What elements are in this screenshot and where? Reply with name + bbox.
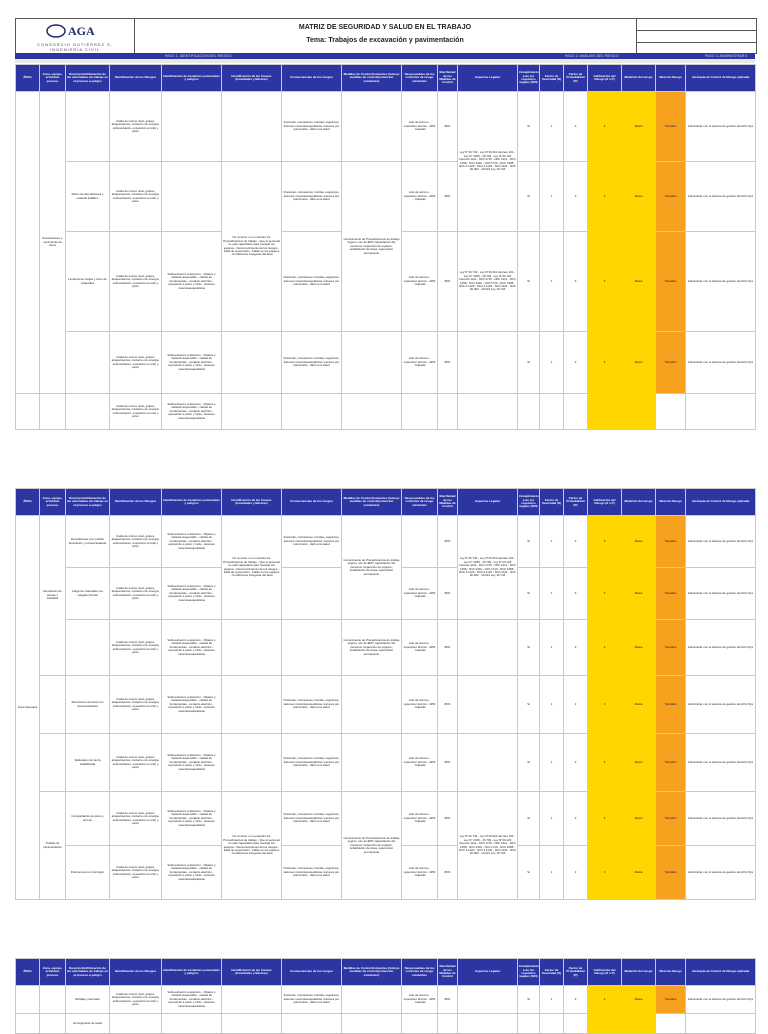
col-header: Factor de Probabilidad (P): [564, 959, 588, 986]
col-header: Descripción/Ubicación de las actividades de trabajo en el proceso a peligro: [66, 959, 110, 986]
incidents-cell: Sobreesfuerzo a deterioro - Objetos y material suspendido - caídas de herramientas - contacto eléctrico - exposición a polvo y ruido - lesiones musculoesqueléticas: [162, 986, 222, 1014]
effectiveness-cell: 80%: [438, 568, 458, 620]
col-header: Medición del riesgo: [622, 65, 656, 92]
control-cell: Administrar con el sistema de gestión del ACU-Sys: [686, 232, 756, 332]
section-step-1: PASO 1: IDENTIFICACIÓN DEL RIESGO: [165, 54, 232, 58]
measures-cell: Conocimiento de Procedimientos de trabajo seguro, uso de EPP, capacitación del personal, inspección de equipos, señalización del área, supervisión permanente: [342, 792, 402, 900]
logo-text-2: INGENIERÍA CIVIL: [49, 47, 100, 52]
legal-cell: [458, 332, 518, 394]
severity-cell: 1: [540, 986, 564, 1014]
col-header: Identificación de las Causas (Inmediatas y Básicas): [222, 959, 282, 986]
col-header: Calificación del Riesgo (S x P): [588, 489, 622, 516]
measures-cell: [342, 394, 402, 430]
causes-cell: [222, 394, 282, 430]
col-header: Descripción/Ubicación de las actividades de trabajo en el proceso a peligro: [66, 65, 110, 92]
header-block: [15, 18, 757, 54]
incidents-cell: Sobreesfuerzo a deterioro - Objetos y material suspendido - caídas de herramientas - contacto eléctrico - exposición a polvo y ruido - lesiones musculoesqueléticas: [162, 394, 222, 430]
col-header: Cumplimiento a de los requisitos legales (S/N): [518, 65, 540, 92]
consequences-cell: [282, 620, 342, 676]
risk-matrix-table-2: [15, 488, 756, 900]
level-cell: Tolerable: [656, 332, 686, 394]
col-header: Zona, equipo, actividad, proceso: [40, 65, 66, 92]
incidents-cell: Sobreesfuerzo a deterioro - Objetos y material suspendido - caídas de herramientas - contacto eléctrico - exposición a polvo y ruido - lesiones musculoesqueléticas: [162, 676, 222, 734]
activity-cell: Carga de materiales con cargador frontal: [66, 568, 110, 620]
table-row: [16, 986, 756, 1014]
incidents-cell: Sobreesfuerzo a deterioro - Objetos y material suspendido - caídas de herramientas - contacto eléctrico - exposición a polvo y ruido - lesiones musculoesqueléticas: [162, 734, 222, 792]
legal-cell: Ley N°16.744 - Ley N°16.010 decreto 101 - Ley N° 2045 - 15.749 - Ley N°20.123 Decreto 1111 - NCh 1719 - NCh 1411 - NCh 1258 - NCh 2301 - NCh 1719 - NCh 2458 - NCh 4.1120 - NCh 4.1104 - NCh 1411 - NCh 20.002 - 10.021 Ley 16.744: [458, 792, 518, 900]
level-cell: Tolerable: [656, 986, 686, 1014]
level-cell: Tolerable: [656, 734, 686, 792]
responsible-cell: Jefe de terreno - supervisor técnico - APR - Capataz: [402, 162, 438, 232]
causes-cell: No conocer o no entender los Procedimientos de trabajo - Que el personal no esté capacitado para manejar los equipos - Desconocimiento de los riesgos - Falta de supervisión - Fallas en los equipos - Condiciones inseguras del área: [222, 162, 282, 332]
score-cell: 3: [588, 986, 622, 1014]
control-cell: Administrar con el sistema de gestión del ACU-Sys: [686, 568, 756, 620]
measures-cell: [342, 734, 402, 792]
risk-matrix-table-3: [15, 958, 756, 1034]
col-header: Jerarquía de Control de Riesgo aplicada: [686, 489, 756, 516]
causes-cell: No conocer o no entender los Procedimientos de trabajo - Que el personal no esté capacitado para manejar los equipos - Desconocimiento de los riesgos - Falta de supervisión - Fallas en los equipos - Condiciones inseguras del área: [222, 516, 282, 620]
effectiveness-cell: 80%: [438, 232, 458, 332]
score-cell: 3: [588, 568, 622, 620]
col-header: ÁREA: [16, 959, 40, 986]
consequences-cell: Fracturas, contusiones, heridas, esguinces, lesiones musculoesqueléticas, lesiones por polvo/ruido - daño a la salud: [282, 332, 342, 394]
level-cell: Tolerable: [656, 92, 686, 162]
score-cell: 3: [588, 332, 622, 394]
section-step-3: PASO 3: ADMINISTRAR E: [705, 54, 748, 58]
score-cell: 3: [588, 232, 622, 332]
measure-cell: Media: [622, 92, 656, 162]
measure-cell: Media: [622, 620, 656, 676]
col-header: Aspectos Legales: [458, 489, 518, 516]
table-row: [16, 792, 756, 846]
consequences-cell: [282, 394, 342, 430]
incidents-cell: Sobreesfuerzo a deterioro - Objetos y material suspendido - caídas de herramientas - contacto eléctrico - exposición a polvo y ruido - lesiones musculoesqueléticas: [162, 232, 222, 332]
activity-cell: Hormigonado de losas: [66, 1014, 110, 1034]
col-header: Factor de Severidad (S): [540, 489, 564, 516]
responsible-cell: Jefe de terreno - supervisor técnico - APR - Capataz: [402, 332, 438, 394]
company-logo: [16, 19, 135, 53]
measure-cell: Media: [622, 846, 656, 900]
responsible-cell: Jefe de terreno - supervisor técnico - APR - Capataz: [402, 232, 438, 332]
zone-cell: Excavaciones y movimiento de tierra: [40, 92, 66, 394]
col-header: Medición del riesgo: [622, 489, 656, 516]
compliance-cell: Si: [518, 846, 540, 900]
consequences-cell: Fracturas, contusiones, heridas, esguinces, lesiones musculoesqueléticas, lesiones por polvo/ruido - daño a la salud: [282, 792, 342, 846]
compliance-cell: Si: [518, 734, 540, 792]
severity-cell: 1: [540, 620, 564, 676]
risks-cell: Caída de mismo nivel, golpes, atrapamientos, contacto con energía, sobreesfuerzo, exposición a ruido y polvo: [110, 516, 162, 568]
logo-text-1: CONSORCIO GUTIÉRREZ S.: [37, 42, 113, 47]
area-cell: [16, 394, 40, 430]
probability-cell: 3: [564, 620, 588, 676]
col-header: Nivel de Riesgo: [656, 489, 686, 516]
compliance-cell: Si: [518, 620, 540, 676]
severity-cell: 1: [540, 676, 564, 734]
area-cell: [16, 92, 40, 394]
risks-cell: Caída de mismo nivel, golpes, atrapamientos, contacto con energía, sobreesfuerzo, exposición a ruido y polvo: [110, 734, 162, 792]
responsible-cell: [402, 394, 438, 430]
compliance-cell: Si: [518, 676, 540, 734]
risks-cell: Caída de mismo nivel, golpes, atrapamientos, contacto con energía, sobreesfuerzo, exposición a ruido y polvo: [110, 332, 162, 394]
col-header: Consecuencias de los riesgos: [282, 489, 342, 516]
measures-cell: [342, 332, 402, 394]
severity-cell: 1: [540, 516, 564, 568]
col-header: Jerarquía de Control de Riesgo aplicada: [686, 65, 756, 92]
effectiveness-cell: 80%: [438, 516, 458, 568]
activity-cell: [66, 332, 110, 394]
control-cell: Administrar con el sistema de gestión del ACU-Sys: [686, 846, 756, 900]
measure-cell: Media: [622, 516, 656, 568]
table-row: [16, 332, 756, 394]
consequences-cell: Fracturas, contusiones, heridas, esguinces, lesiones musculoesqueléticas, lesiones por polvo/ruido - daño a la salud: [282, 92, 342, 162]
compliance-cell: Si: [518, 332, 540, 394]
causes-cell: [222, 92, 282, 162]
column-letters-row: [15, 59, 755, 63]
col-header: Medidas de Control Existentes (Incluye medidas de control/protección existentes): [342, 489, 402, 516]
table-row: [16, 162, 756, 232]
risks-cell: Caída de mismo nivel, golpes, atrapamientos, contacto con energía, sobreesfuerzo, exposición a ruido y polvo: [110, 620, 162, 676]
activity-cell: Pavimentos con hormigón: [66, 846, 110, 900]
activity-cell: Limpieza de zanjas y retiro de materiales: [66, 232, 110, 332]
compliance-cell: Si: [518, 162, 540, 232]
consequences-cell: Fracturas, contusiones, heridas, esguinces, lesiones musculoesqueléticas, lesiones por polvo/ruido - daño a la salud: [282, 676, 342, 734]
measure-cell: Media: [622, 986, 656, 1014]
probability-cell: 3: [564, 92, 588, 162]
col-header: Identificación de las Causas (Inmediatas y Básicas): [222, 489, 282, 516]
responsible-cell: Jefe de terreno - supervisor técnico - APR - Capataz: [402, 92, 438, 162]
table-header-row: [16, 959, 756, 986]
area-cell: [16, 986, 40, 1014]
incidents-cell: Sobreesfuerzo a deterioro - Objetos y material suspendido - caídas de herramientas - contacto eléctrico - exposición a polvo y ruido - lesiones musculoesqueléticas: [162, 792, 222, 846]
col-header: Identificación de los Riesgos: [110, 489, 162, 516]
control-cell: Administrar con el sistema de gestión del ACU-Sys: [686, 92, 756, 162]
probability-cell: [564, 394, 588, 430]
col-header: Factor de Severidad (S): [540, 65, 564, 92]
legal-cell: Ley N°16.744 - Ley N°16.010 decreto 101 - Ley N° 2045 - 15.749 - Ley N°20.123 Decreto 1111 - NCh 1719 - NCh 1411 - NCh 1258 - NCh 2301 - NCh 1719 - NCh 2458 - NCh 4.1120 - NCh 4.1104 - NCh 1411 - NCh 20.002 - 10.021 Ley 16.744: [458, 516, 518, 620]
legal-cell: Ley N°16.744 - Ley N°16.010 decreto 101 - Ley N° 2045 - 15.749 - Ley N°20.123 Decreto 1111 - NCh 1719 - NCh 1411 - NCh 1258 - NCh 2301 - NCh 1719 - NCh 2458 - NCh 4.1120 - NCh 4.1104 - NCh 1411 - NCh 20.002 - 10.021 Ley 16.744: [458, 232, 518, 332]
risks-cell: Caída de mismo nivel, golpes, atrapamientos, contacto con energía, sobreesfuerzo, exposición a ruido y polvo: [110, 568, 162, 620]
score-cell: [588, 394, 622, 430]
measure-cell: Media: [622, 332, 656, 394]
col-header: Efectividad de los Medidas de Control: [438, 489, 458, 516]
table-header-row: [16, 489, 756, 516]
score-cell: 3: [588, 162, 622, 232]
incidents-cell: Sobreesfuerzo a deterioro - Objetos y material suspendido - caídas de herramientas - contacto eléctrico - exposición a polvo y ruido - lesiones musculoesqueléticas: [162, 332, 222, 394]
incidents-cell: Sobreesfuerzo a deterioro - Objetos y material suspendido - caídas de herramientas - contacto eléctrico - exposición a polvo y ruido - lesiones musculoesqueléticas: [162, 516, 222, 568]
control-cell: Administrar con el sistema de gestión del ACU-Sys: [686, 676, 756, 734]
causes-cell: [222, 332, 282, 394]
control-cell: Administrar con el sistema de gestión del ACU-Sys: [686, 332, 756, 394]
col-header: Factor de Severidad (S): [540, 959, 564, 986]
probability-cell: 3: [564, 676, 588, 734]
col-header: Calificación del Riesgo (S x P): [588, 959, 622, 986]
col-header: Jerarquía de Control de Riesgo aplicada: [686, 959, 756, 986]
severity-cell: 1: [540, 92, 564, 162]
col-header: Consecuencias de los riesgos: [282, 959, 342, 986]
score-cell: 3: [588, 516, 622, 568]
compliance-cell: Si: [518, 568, 540, 620]
col-header: Medición del riesgo: [622, 959, 656, 986]
effectiveness-cell: 80%: [438, 792, 458, 846]
table-row: [16, 676, 756, 734]
level-cell: Tolerable: [656, 232, 686, 332]
probability-cell: 3: [564, 734, 588, 792]
logo-mark-icon: [46, 22, 108, 40]
measures-cell: [342, 676, 402, 734]
compliance-cell: Si: [518, 986, 540, 1014]
effectiveness-cell: 80%: [438, 332, 458, 394]
col-header: Zona, equipo, actividad, proceso: [40, 489, 66, 516]
incidents-cell: [162, 92, 222, 162]
effectiveness-cell: 80%: [438, 162, 458, 232]
col-header: ÁREA: [16, 489, 40, 516]
activity-cell: Retiro de demoliciones y material asfáltico: [66, 162, 110, 232]
col-header: Identificación de los Riesgos: [110, 65, 162, 92]
causes-cell: No conocer o no entender los Procedimientos de trabajo - Que el personal no esté capacitado para manejar los equipos - Desconocimiento de los riesgos - Falta de supervisión - Fallas en los equipos - Condiciones inseguras del área: [222, 792, 282, 900]
control-cell: [686, 394, 756, 430]
col-header: Responsables de los controles de riesgo existentes: [402, 489, 438, 516]
activity-cell: Moldaje y aserrado: [66, 986, 110, 1014]
consequences-cell: Fracturas, contusiones, heridas, esguinces, lesiones musculoesqueléticas, lesiones por polvo/ruido - daño a la salud: [282, 232, 342, 332]
legal-cell: [458, 676, 518, 734]
col-header: Nivel de Riesgo: [656, 65, 686, 92]
severity-cell: 1: [540, 734, 564, 792]
causes-cell: [222, 734, 282, 792]
measure-cell: Media: [622, 568, 656, 620]
col-header: ÁREA: [16, 65, 40, 92]
measure-cell: [622, 394, 656, 430]
col-header: Descripción/Ubicación de las actividades de trabajo en el proceso a peligro: [66, 489, 110, 516]
probability-cell: 3: [564, 162, 588, 232]
incidents-cell: [162, 162, 222, 232]
compliance-cell: Si: [518, 516, 540, 568]
responsible-cell: [402, 516, 438, 568]
causes-cell: [222, 986, 282, 1014]
col-header: Cumplimiento a de los requisitos legales (S/N): [518, 959, 540, 986]
responsible-cell: Jefe de terreno - supervisor técnico - APR - Capataz: [402, 568, 438, 620]
zone-cell: [40, 734, 66, 792]
zone-cell: [40, 676, 66, 734]
level-cell: Tolerable: [656, 846, 686, 900]
col-header: Identificación de los Riesgos: [110, 959, 162, 986]
measure-cell: Media: [622, 792, 656, 846]
effectiveness-cell: 80%: [438, 846, 458, 900]
level-cell: Tolerable: [656, 162, 686, 232]
compliance-cell: Si: [518, 92, 540, 162]
area-cell: Área Operativa: [16, 516, 40, 900]
col-header: Medidas de Control Existentes (Incluye medidas de control/protección existentes): [342, 65, 402, 92]
level-cell: Tolerable: [656, 620, 686, 676]
col-header: Aspectos Legales: [458, 959, 518, 986]
table-row: [16, 394, 756, 430]
col-header: Consecuencias de los riesgos: [282, 65, 342, 92]
risks-cell: Caída de mismo nivel, golpes, atrapamientos, contacto con energía, sobreesfuerzo, exposición a ruido y polvo: [110, 846, 162, 900]
measures-cell: [342, 92, 402, 162]
effectiveness-cell: 80%: [438, 620, 458, 676]
responsible-cell: Jefe de terreno - supervisor técnico - APR - Capataz: [402, 620, 438, 676]
effectiveness-cell: 80%: [438, 92, 458, 162]
control-cell: Administrar con el sistema de gestión del ACU-Sys: [686, 620, 756, 676]
legal-cell: Ley N°16.744 - Ley N°16.010 decreto 101 - Ley N° 2045 - 15.749 - Ley N°20.123 Decreto 1111 - NCh 1719 - NCh 1411 - NCh 1258 - NCh 2301 - NCh 1719 - NCh 2458 - NCh 4.1120 - NCh 4.1104 - NCh 1411 - NCh 20.002 - 10.021 Ley 16.744: [458, 92, 518, 232]
severity-cell: 1: [540, 792, 564, 846]
table-row: [16, 620, 756, 676]
legal-cell: [458, 986, 518, 1014]
probability-cell: 3: [564, 332, 588, 394]
measure-cell: Media: [622, 162, 656, 232]
col-header: Medidas de Control Existentes (Incluye medidas de control/protección existentes): [342, 959, 402, 986]
severity-cell: 1: [540, 568, 564, 620]
activity-cell: Compactación de pisos y terreno: [66, 792, 110, 846]
col-header: Nivel de Riesgo: [656, 959, 686, 986]
severity-cell: 1: [540, 332, 564, 394]
legal-cell: [458, 394, 518, 430]
col-header: Calificación del Riesgo (S x P): [588, 65, 622, 92]
activity-cell: [66, 92, 110, 162]
risks-cell: Caída de mismo nivel, golpes, atrapamientos, contacto con energía, sobreesfuerzo, exposición a ruido y polvo: [110, 92, 162, 162]
consequences-cell: [282, 568, 342, 620]
score-cell: 3: [588, 92, 622, 162]
zone-cell: Trabajo de pavimentación: [40, 792, 66, 900]
compliance-cell: Si: [518, 232, 540, 332]
effectiveness-cell: 80%: [438, 676, 458, 734]
level-cell: [656, 394, 686, 430]
control-cell: Administrar con el sistema de gestión del ACU-Sys: [686, 734, 756, 792]
score-cell: 3: [588, 676, 622, 734]
score-cell: 3: [588, 734, 622, 792]
responsible-cell: Jefe de terreno - supervisor técnico - APR - Capataz: [402, 792, 438, 846]
incidents-cell: Sobreesfuerzo a deterioro - Objetos y material suspendido - caídas de herramientas - contacto eléctrico - exposición a polvo y ruido - lesiones musculoesqueléticas: [162, 568, 222, 620]
measures-cell: Conocimiento de Procedimientos de trabajo seguro, uso de EPP, capacitación del personal, inspección de equipos, señalización del área, supervisión permanente: [342, 162, 402, 332]
level-cell: Tolerable: [656, 676, 686, 734]
probability-cell: 3: [564, 986, 588, 1014]
risks-cell: Caída de mismo nivel, golpes, atrapamientos, contacto con energía, sobreesfuerzo, exposición a ruido y polvo: [110, 162, 162, 232]
col-header: Responsables de los controles de riesgo existentes: [402, 65, 438, 92]
legal-cell: [458, 734, 518, 792]
col-header: Zona, equipo, actividad, proceso: [40, 959, 66, 986]
activity-cell: Movimiento de tierra con retroexcavadora: [66, 676, 110, 734]
risks-cell: Caída de mismo nivel, golpes, atrapamientos, contacto con energía, sobreesfuerzo, exposición a ruido y polvo: [110, 986, 162, 1014]
consequences-cell: Fracturas, contusiones, heridas, esguinces, lesiones musculoesqueléticas, lesiones por polvo/ruido - daño a la salud: [282, 986, 342, 1014]
risk-matrix-table-1: [15, 64, 756, 430]
table-row: [16, 516, 756, 568]
control-cell: Administrar con el sistema de gestión del ACU-Sys: [686, 516, 756, 568]
incidents-cell: Sobreesfuerzo a deterioro - Objetos y material suspendido - caídas de herramientas - contacto eléctrico - exposición a polvo y ruido - lesiones musculoesqueléticas: [162, 620, 222, 676]
probability-cell: 3: [564, 516, 588, 568]
activity-cell: [66, 620, 110, 676]
col-header: Identificación de incidentes potenciales y peligros: [162, 489, 222, 516]
consequences-cell: Fracturas, contusiones, heridas, esguinces, lesiones musculoesqueléticas, lesiones por polvo/ruido - daño a la salud: [282, 734, 342, 792]
measures-cell: Conocimiento de Procedimientos de trabajo seguro, uso de EPP, capacitación del personal, inspección de equipos, señalización del área, supervisión permanente: [342, 516, 402, 620]
probability-cell: 3: [564, 792, 588, 846]
svg-text:AGA: AGA: [68, 24, 95, 38]
activity-cell: Demoliciones con martillo demoledor y retroexcavadora: [66, 516, 110, 568]
zone-cell: [40, 986, 66, 1014]
col-header: Identificación de incidentes potenciales y peligros: [162, 65, 222, 92]
score-cell: 3: [588, 846, 622, 900]
consequences-cell: Fracturas, contusiones, heridas, esguinces, lesiones musculoesqueléticas, lesiones por polvo/ruido - daño a la salud: [282, 846, 342, 900]
header-meta-box: [636, 19, 757, 53]
responsible-cell: Jefe de terreno - supervisor técnico - APR - Capataz: [402, 676, 438, 734]
table-header-row: [16, 65, 756, 92]
compliance-cell: [518, 394, 540, 430]
activity-cell: [66, 394, 110, 430]
score-cell: 3: [588, 792, 622, 846]
consequences-cell: Fracturas, contusiones, heridas, esguinces, lesiones musculoesqueléticas, lesiones por polvo/ruido - daño a la salud: [282, 516, 342, 568]
measures-cell: Conocimiento de Procedimientos de trabajo seguro, uso de EPP, capacitación del personal, inspección de equipos, señalización del área, supervisión permanente: [342, 620, 402, 676]
level-cell: Tolerable: [656, 792, 686, 846]
risks-cell: Caída de mismo nivel, golpes, atrapamientos, contacto con energía, sobreesfuerzo, exposición a ruido y polvo: [110, 394, 162, 430]
effectiveness-cell: [438, 394, 458, 430]
causes-cell: [222, 676, 282, 734]
severity-cell: 1: [540, 162, 564, 232]
col-header: Factor de Probabilidad (P): [564, 489, 588, 516]
matrix-subtitle: Tema: Trabajos de excavación y pavimentación: [306, 37, 464, 44]
compliance-cell: Si: [518, 792, 540, 846]
table-row: [16, 92, 756, 162]
effectiveness-cell: 80%: [438, 986, 458, 1014]
col-header: Cumplimiento a de los requisitos legales (S/N): [518, 489, 540, 516]
severity-cell: 1: [540, 846, 564, 900]
level-cell: Tolerable: [656, 568, 686, 620]
zone-cell: [40, 394, 66, 430]
effectiveness-cell: 80%: [438, 734, 458, 792]
matrix-title: MATRIZ DE SEGURIDAD Y SALUD EN EL TRABAJO: [298, 24, 472, 31]
risks-cell: Caída de mismo nivel, golpes, atrapamientos, contacto con energía, sobreesfuerzo, exposición a ruido y polvo: [110, 232, 162, 332]
control-cell: Administrar con el sistema de gestión del ACU-Sys: [686, 162, 756, 232]
legal-cell: [458, 620, 518, 676]
responsible-cell: Jefe de terreno - supervisor técnico - APR - Capataz: [402, 846, 438, 900]
incidents-cell: Sobreesfuerzo a deterioro - Objetos y material suspendido - caídas de herramientas - contacto eléctrico - exposición a polvo y ruido - lesiones musculoesqueléticas: [162, 846, 222, 900]
measures-cell: [342, 986, 402, 1014]
section-step-2: PASO 2: ANÁLISIS DEL RIESGO: [565, 54, 619, 58]
col-header: Identificación de las Causas (Inmediatas y Básicas): [222, 65, 282, 92]
probability-cell: 3: [564, 568, 588, 620]
col-header: Efectividad de los Medidas de Control: [438, 65, 458, 92]
table-row: [16, 734, 756, 792]
level-cell: Tolerable: [656, 516, 686, 568]
col-header: Responsables de los controles de riesgo existentes: [402, 959, 438, 986]
responsible-cell: Jefe de terreno - supervisor técnico - APR - Capataz: [402, 986, 438, 1014]
responsible-cell: Jefe de terreno - supervisor técnico - APR - Capataz: [402, 734, 438, 792]
probability-cell: 3: [564, 232, 588, 332]
col-header: Efectividad de los Medidas de Control: [438, 959, 458, 986]
measure-cell: Media: [622, 232, 656, 332]
risks-cell: Caída de mismo nivel, golpes, atrapamientos, contacto con energía, sobreesfuerzo, exposición a ruido y polvo: [110, 676, 162, 734]
measure-cell: Media: [622, 734, 656, 792]
severity-cell: 1: [540, 232, 564, 332]
score-cell: 3: [588, 620, 622, 676]
col-header: Aspectos Legales: [458, 65, 518, 92]
severity-cell: [540, 394, 564, 430]
measure-cell: Media: [622, 676, 656, 734]
activity-cell: Rellenado con tierra estabilizada: [66, 734, 110, 792]
col-header: Identificación de incidentes potenciales y peligros: [162, 959, 222, 986]
control-cell: Administrar con el sistema de gestión del ACU-Sys: [686, 986, 756, 1014]
zone-cell: Demolición de aceras y calzadas: [40, 516, 66, 676]
consequences-cell: Fracturas, contusiones, heridas, esguinces, lesiones musculoesqueléticas, lesiones por polvo/ruido - daño a la salud: [282, 162, 342, 232]
causes-cell: [222, 620, 282, 676]
risks-cell: Caída de mismo nivel, golpes, atrapamientos, contacto con energía, sobreesfuerzo, exposición a ruido y polvo: [110, 792, 162, 846]
control-cell: Administrar con el sistema de gestión del ACU-Sys: [686, 792, 756, 846]
col-header: Factor de Probabilidad (P): [564, 65, 588, 92]
probability-cell: 3: [564, 846, 588, 900]
